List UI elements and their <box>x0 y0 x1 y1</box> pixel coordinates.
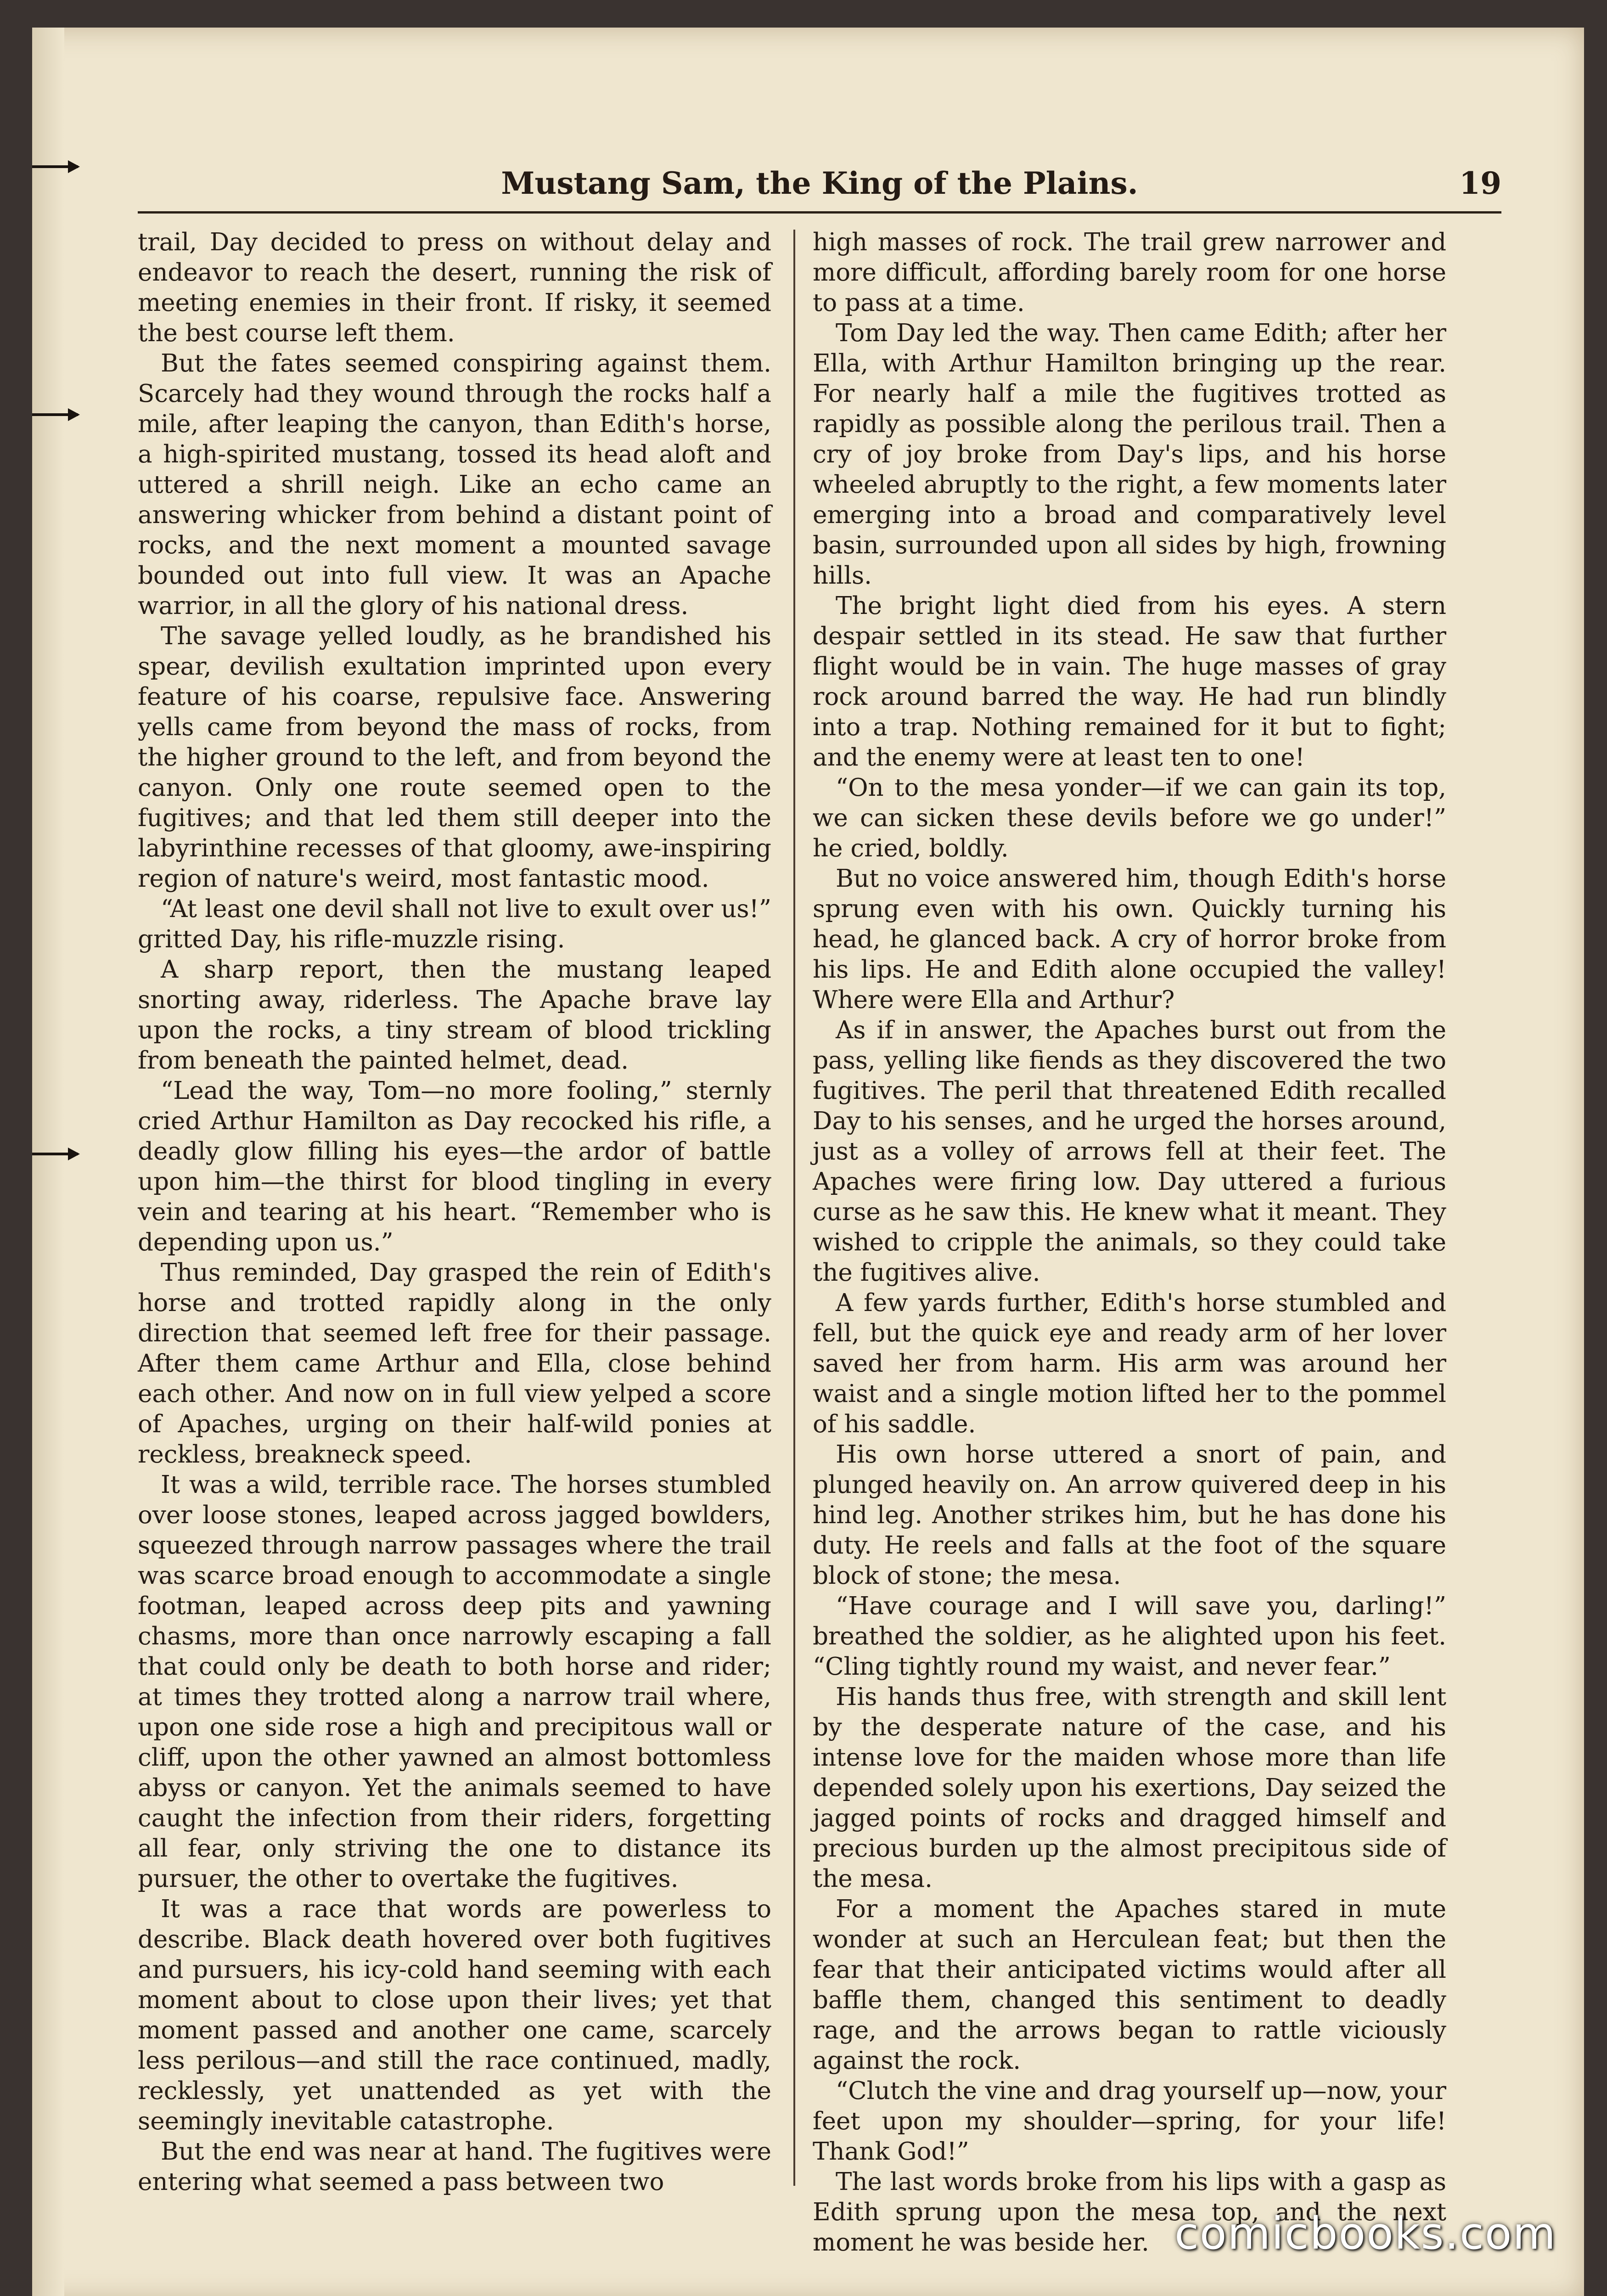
paragraph: “Lead the way, Tom—no more fooling,” sternly cried Arthur Hamilton as Day recocked his rifle, a deadly glow filling his eyes—the ardor of battle upon him—the thirst for blood tingling in every vein and tearing at his heart. “Remember who is depending upon us.” <box>138 1077 771 1256</box>
paragraph: “Clutch the vine and drag yourself up—now, your feet upon my shoulder—spring, for your life! Thank God!” <box>813 2077 1446 2166</box>
paragraph: The last words broke from his lips with a gasp as Edith sprung upon the mesa top, and the next moment he was beside her. <box>813 2168 1446 2257</box>
paragraph: A sharp report, then the mustang leaped snorting away, riderless. The Apache brave lay upon the rocks, a tiny stream of blood trickling from beneath the painted helmet, dead. <box>138 956 771 1075</box>
paragraph: It was a race that words are powerless to describe. Black death hovered over both fugitives and pursuers, his icy-cold hand seeming with each moment about to close upon their lives; yet that moment passed and another one came, scarcely less perilous—and still the race continued, madly, recklessly, yet unattended as yet with the seemingly inevitable catastrophe. <box>138 1895 771 2135</box>
binding-staple-icon <box>32 413 78 416</box>
left-column <box>138 227 771 2202</box>
paragraph: It was a wild, terrible race. The horses stumbled over loose stones, leaped across jagged bowlders, squeezed through narrow passages where the trail was scarce broad enough to accommodate a single footman, leaped across deep pits and yawning chasms, more than once narrowly escaping a fall that could only be death to both horse and rider; at times they trotted along a narrow trail where, upon one side rose a high and precipitous wall or cliff, upon the other yawned an almost bottomless abyss or canyon. Yet the animals seemed to have caught the infection from their riders, forgetting all fear, only striving the one to distance its pursuer, the other to overtake the fugitives. <box>138 1471 771 1893</box>
paragraph: A few yards further, Edith's horse stumbled and fell, but the quick eye and ready arm of her lover saved her from harm. His arm was around her waist and a single motion lifted her to the pommel of his saddle. <box>813 1289 1446 1438</box>
paragraph: But the end was near at hand. The fugitives were entering what seemed a pass between two <box>138 2138 771 2196</box>
running-title: Mustang Sam, the King of the Plains. <box>501 165 1138 201</box>
binding-staple-icon <box>32 165 78 168</box>
paragraph: Tom Day led the way. Then came Edith; after her Ella, with Arthur Hamilton bringing up the rear. For nearly half a mile the fugitives trotted as rapidly as possible along the perilous trail. Then a cry of joy broke from Day's lips, and his horse wheeled abruptly to the right, a few moments later emerging into a broad and comparatively level basin, surrounded upon all sides by high, frowning hills. <box>813 319 1446 590</box>
paragraph: His hands thus free, with strength and skill lent by the desperate nature of the case, and his intense love for the maiden whose more than life depended solely upon his exertions, Day seized the jagged points of rocks and dragged himself and precious burden up the almost precipitous side of the mesa. <box>813 1683 1446 1893</box>
binding-staple-icon <box>32 1153 78 1155</box>
paragraph: “On to the mesa yonder—if we can gain its top, we can sicken these devils before we go under!” he cried, boldly. <box>813 774 1446 862</box>
paragraph: “At least one devil shall not live to exult over us!” gritted Day, his rifle-muzzle rising. <box>138 895 771 953</box>
paragraph: Thus reminded, Day grasped the rein of Edith's horse and trotted rapidly along in the only direction that seemed left free for their passage. After them came Arthur and Ella, close behind each other. And now on in full view yelped a score of Apaches, urging on their half-wild ponies at reckless, breakneck speed. <box>138 1259 771 1469</box>
site-watermark: comicbooks.com <box>1174 2208 1556 2259</box>
column-divider <box>793 230 795 2186</box>
paragraph: But the fates seemed conspiring against them. Scarcely had they wound through the rocks half a mile, after leaping the canyon, than Edith's horse, a high-spirited mustang, tossed its head aloft and uttered a shrill neigh. Like an echo came an answering whicker from behind a distant point of rocks, and the next moment a mounted savage bounded out into full view. It was an Apache warrior, in all the glory of his national dress. <box>138 349 771 620</box>
page-binding-edge <box>32 28 64 2296</box>
paragraph: As if in answer, the Apaches burst out from the pass, yelling like fiends as they discovered the two fugitives. The peril that threatened Edith recalled Day to his senses, and he urged the horses around, just as a volley of arrows fell at their feet. The Apaches were firing low. Day uttered a furious curse as he saw this. He knew what it meant. They wished to cripple the animals, so they could take the fugitives alive. <box>813 1016 1446 1287</box>
magazine-page <box>32 28 1584 2296</box>
paragraph: “Have courage and I will save you, darling!” breathed the soldier, as he alighted upon his feet. “Cling tightly round my waist, and never fear.” <box>813 1592 1446 1681</box>
paragraph: His own horse uttered a snort of pain, and plunged heavily on. An arrow quivered deep in his hind leg. Another strikes him, but he has done his duty. He reels and falls at the foot of the square block of stone; the mesa. <box>813 1441 1446 1590</box>
paragraph: high masses of rock. The trail grew narrower and more difficult, affording barely room for one horse to pass at a time. <box>813 228 1446 317</box>
paragraph: The bright light died from his eyes. A stern despair settled in its stead. He saw that further flight would be in vain. The huge masses of gray rock around barred the way. He had run blindly into a trap. Nothing remained for it but to fight; and the enemy were at least ten to one! <box>813 592 1446 771</box>
paragraph: trail, Day decided to press on without delay and endeavor to reach the desert, running the risk of meeting enemies in their front. If risky, it seemed the best course left them. <box>138 228 771 347</box>
paragraph: But no voice answered him, though Edith's horse sprung even with his own. Quickly turning his head, he glanced back. A cry of horror broke from his lips. He and Edith alone occupied the valley! Where were Ella and Arthur? <box>813 865 1446 1014</box>
paragraph: The savage yelled loudly, as he brandished his spear, devilish exultation imprinted upon every feature of his coarse, repulsive face. Answering yells came from beyond the mass of rocks, from the higher ground to the left, and from beyond the canyon. Only one route seemed open to the fugitives; and that led them still deeper into the labyrinthine recesses of that gloomy, awe-inspiring region of nature's weird, most fantastic mood. <box>138 622 771 893</box>
page-header <box>138 147 1501 214</box>
page-number: 19 <box>1459 165 1501 201</box>
paragraph: For a moment the Apaches stared in mute wonder at such an Herculean feat; but then the fear that their anticipated victims would after all baffle them, changed this sentiment to deadly rage, and the arrows began to rattle viciously against the rock. <box>813 1895 1446 2075</box>
